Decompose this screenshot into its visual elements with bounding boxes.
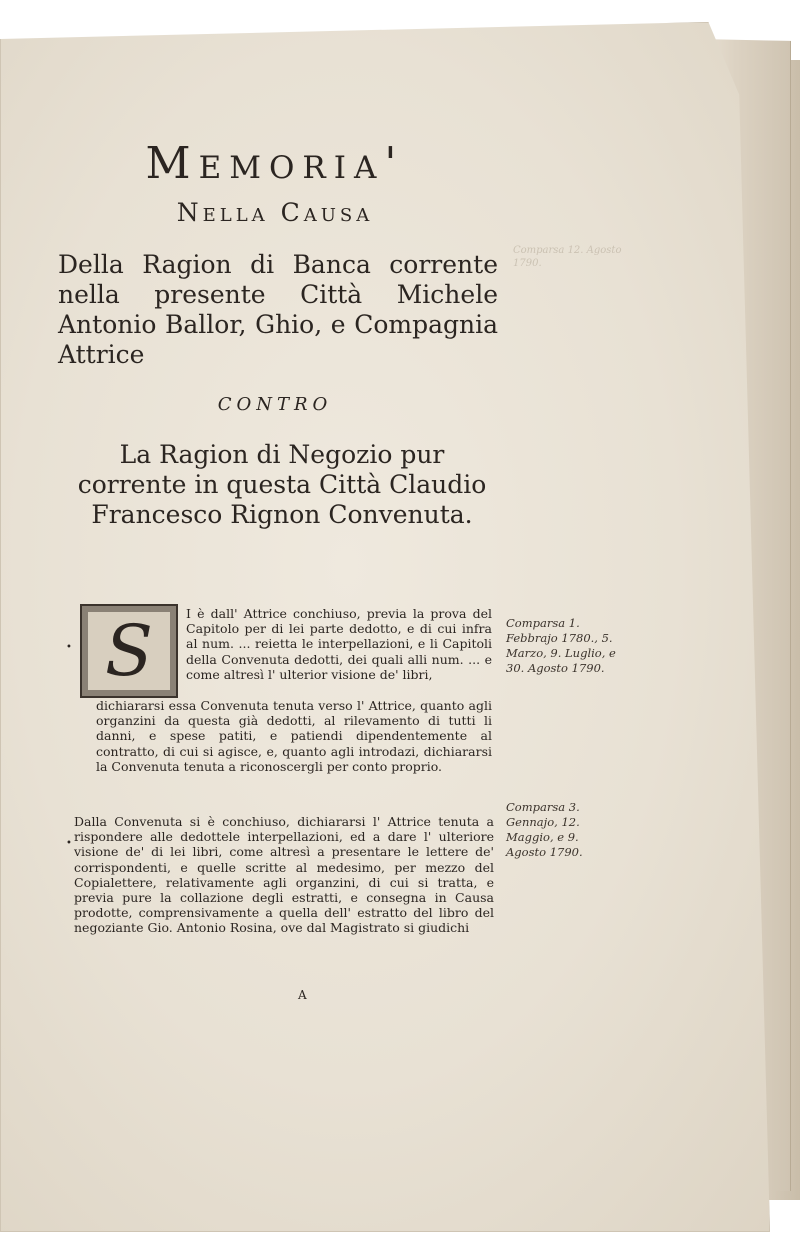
document-subtitle: Nella Causa xyxy=(176,198,374,227)
drop-cap-ornament xyxy=(80,604,178,698)
show-through-note: Comparsa 12. Agosto 1790. xyxy=(513,245,622,269)
document-title xyxy=(70,138,480,189)
margin-bullet: • xyxy=(66,838,72,849)
drop-cap-letter: S xyxy=(88,612,170,690)
defendant-heading: La Ragion di Negozio pur corrente in questa Città Claudio Francesco Rignon Convenuta. xyxy=(77,440,487,529)
margin-bullet: • xyxy=(66,642,72,653)
document-title-mark: ' xyxy=(384,138,405,189)
contro-divider: CONTRO xyxy=(217,394,333,415)
paragraph-1-opening: I è dall' Attrice conchiuso, previa la prova del Capitolo per di lei parte dedotto, e di cui infra al num. ... reietta le interpellazioni, e li Capitoli della Convenuta dedotti, dei quali alli num. ... e come altresì l' ulterior visione de' libri, xyxy=(186,606,492,682)
paragraph-1-continuation: dichiararsi essa Convenuta tenuta verso l' Attrice, quanto agli organzini da questa già dedotti, al rilevamento di tutti li danni, e spese patiti, e patiendi dipendentemente al contratto, di cui si agisce, e, quanto agli introdazi, dichiararsi la Convenuta tenuta a riconoscergli per conto proprio. xyxy=(96,698,492,774)
paragraph-2: Dalla Convenuta si è conchiuso, dichiararsi l' Attrice tenuta a rispondere alle dedottele interpellazioni, ed a dare l' ulteriore visione de' di lei libri, come altresì a presentare le lettere de' corrispondenti, e quelle scritte al medesimo, per mezzo del Copialettere, relativamente agli organzini, di cui si tratta, e previa pure la collazione degli estratti, e consegna in Causa prodotte, comprensivamente a quella dell' estratto del libro del negoziante Gio. Antonio Rosina, ove dal Magistrato si giudichi xyxy=(74,814,494,936)
plaintiff-heading: Della Ragion di Banca corrente nella presente Città Michele Antonio Ballor, Ghio, e Compagnia Attrice xyxy=(58,250,498,369)
document-title-text: Memoria xyxy=(145,138,385,189)
signature-mark: A xyxy=(298,988,307,1002)
margin-note-1: Comparsa 1. Febbrajo 1780., 5. Marzo, 9. Luglio, e 30. Agosto 1790. xyxy=(506,616,616,675)
margin-note-2: Comparsa 3. Gennajo, 12. Maggio, e 9. Agosto 1790. xyxy=(506,800,583,859)
